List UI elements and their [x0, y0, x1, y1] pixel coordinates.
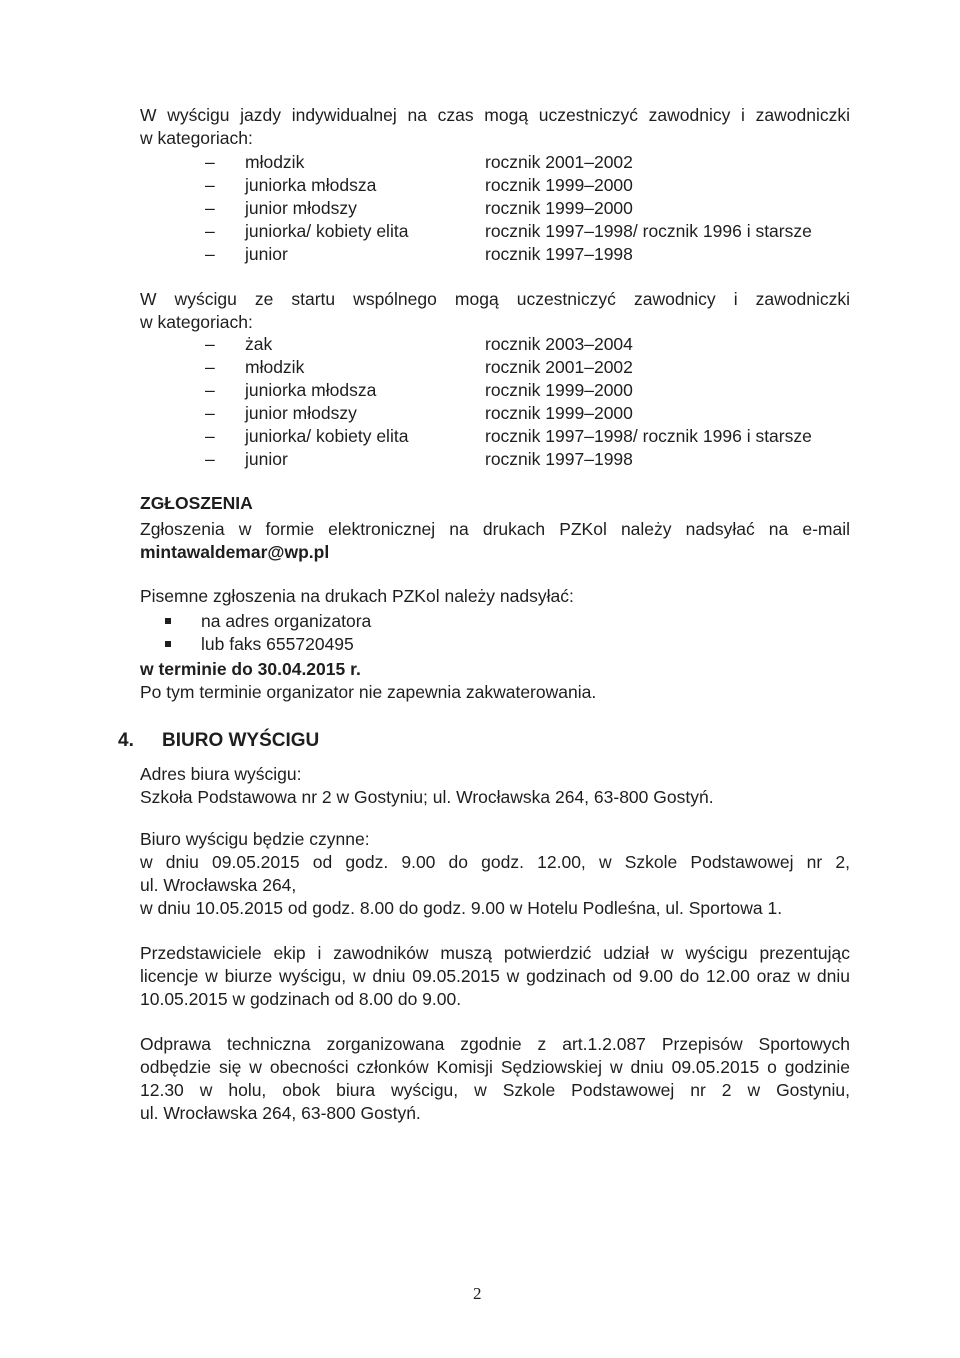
list-item	[205, 448, 855, 471]
text-line: 10.05.2015 w godzinach od 8.00 do 9.00.	[140, 989, 462, 1009]
section-number: 4.	[118, 730, 134, 751]
text-line: Odprawa techniczna zorganizowana zgodnie z art.1.2.087 Przepisów Sportowych	[140, 1034, 850, 1054]
list-item	[165, 633, 371, 656]
year-range: rocznik 1999–2000	[485, 403, 633, 423]
mass-start-categories	[205, 333, 855, 471]
dash: –	[205, 152, 215, 172]
office-hours-paragraph	[140, 828, 850, 920]
dash: –	[205, 357, 215, 377]
page-number: 2	[473, 1284, 482, 1303]
list-item	[205, 356, 855, 379]
year-range: rocznik 1997–1998	[485, 244, 633, 264]
written-entries-list	[165, 610, 371, 656]
address-label: Adres biura wyścigu:	[140, 764, 302, 784]
category: żak	[245, 334, 273, 354]
dash: –	[205, 449, 215, 469]
entries-email-paragraph	[140, 518, 850, 564]
dash: –	[205, 221, 215, 241]
text-line: 12.30 w holu, obok biura wyścigu, w Szkole Podstawowej nr 2 w Gostyniu,	[140, 1080, 850, 1100]
text-line: W wyścigu jazdy indywidualnej na czas mogą uczestniczyć zawodnicy i zawodniczki	[140, 105, 850, 125]
category: juniorka/ kobiety elita	[245, 426, 409, 446]
year-range: rocznik 1997–1998	[485, 449, 633, 469]
dash: –	[205, 426, 215, 446]
list-item	[205, 425, 855, 448]
list-item	[205, 197, 855, 220]
text-line: Przedstawiciele ekip i zawodników muszą potwierdzić udział w wyścigu prezentując	[140, 943, 850, 963]
text-line: ul. Wrocławska 264, 63-800 Gostyń.	[140, 1103, 421, 1123]
list-item	[205, 402, 855, 425]
category: junior	[245, 244, 288, 264]
year-range: rocznik 1997–1998/ rocznik 1996 i starsze	[485, 221, 812, 241]
hours-label: Biuro wyścigu będzie czynne:	[140, 829, 370, 849]
bullet-text: na adres organizatora	[201, 611, 372, 631]
category: juniorka/ kobiety elita	[245, 221, 409, 241]
category: młodzik	[245, 152, 305, 172]
time-trial-intro	[140, 104, 850, 150]
list-item	[205, 151, 855, 174]
time-trial-categories	[205, 151, 855, 266]
deadline: w terminie do 30.04.2015 r.	[140, 659, 361, 679]
section-title: BIURO WYŚCIGU	[162, 730, 320, 751]
dash: –	[205, 334, 215, 354]
written-entries-intro: Pisemne zgłoszenia na drukach PZKol należy nadsyłać:	[140, 586, 574, 606]
licences-paragraph	[140, 942, 850, 1011]
text-line: Zgłoszenia w formie elektronicznej na drukach PZKol należy nadsyłać na e-mail	[140, 519, 850, 539]
category: junior młodszy	[245, 403, 357, 423]
deadline-paragraph	[140, 658, 850, 704]
office-address-paragraph	[140, 763, 850, 809]
year-range: rocznik 2003–2004	[485, 334, 633, 354]
list-item	[205, 243, 855, 266]
list-item	[205, 379, 855, 402]
category: junior	[245, 449, 288, 469]
entries-heading: ZGŁOSZENIA	[140, 493, 253, 513]
address: Szkoła Podstawowa nr 2 w Gostyniu; ul. Wrocławska 264, 63-800 Gostyń.	[140, 787, 714, 807]
year-range: rocznik 1999–2000	[485, 198, 633, 218]
text-line: w dniu 09.05.2015 od godz. 9.00 do godz. 12.00, w Szkole Podstawowej nr 2,	[140, 852, 850, 872]
email-address: mintawaldemar@wp.pl	[140, 542, 330, 562]
year-range: rocznik 1999–2000	[485, 175, 633, 195]
dash: –	[205, 198, 215, 218]
briefing-paragraph	[140, 1033, 850, 1125]
text-line: w dniu 10.05.2015 od godz. 8.00 do godz. 9.00 w Hotelu Podleśna, ul. Sportowa 1.	[140, 898, 783, 918]
list-item	[205, 174, 855, 197]
text-line: ul. Wrocławska 264,	[140, 875, 297, 895]
dash: –	[205, 244, 215, 264]
dash: –	[205, 403, 215, 423]
section-heading	[118, 730, 319, 752]
year-range: rocznik 1999–2000	[485, 380, 633, 400]
text-line: licencje w biurze wyścigu, w dniu 09.05.2015 w godzinach od 9.00 do 12.00 oraz w dniu	[140, 966, 850, 986]
accommodation-note: Po tym terminie organizator nie zapewnia zakwaterowania.	[140, 682, 597, 702]
year-range: rocznik 2001–2002	[485, 357, 633, 377]
list-item	[205, 333, 855, 356]
mass-start-intro	[140, 288, 850, 334]
text-line: w kategoriach:	[140, 128, 253, 148]
category: młodzik	[245, 357, 305, 377]
category: junior młodszy	[245, 198, 357, 218]
bullet-text: lub faks 655720495	[201, 634, 354, 654]
bullet-icon	[165, 641, 171, 647]
year-range: rocznik 1997–1998/ rocznik 1996 i starsze	[485, 426, 812, 446]
text-line: odbędzie się w obecności członków Komisji Sędziowskiej w dniu 09.05.2015 o godzinie	[140, 1057, 850, 1077]
category: juniorka młodsza	[245, 380, 377, 400]
year-range: rocznik 2001–2002	[485, 152, 633, 172]
text-line: w kategoriach:	[140, 312, 253, 332]
text-line: W wyścigu ze startu wspólnego mogą uczestniczyć zawodnicy i zawodniczki	[140, 289, 850, 309]
bullet-icon	[165, 618, 171, 624]
dash: –	[205, 175, 215, 195]
category: juniorka młodsza	[245, 175, 377, 195]
dash: –	[205, 380, 215, 400]
list-item	[205, 220, 855, 243]
list-item	[165, 610, 371, 633]
